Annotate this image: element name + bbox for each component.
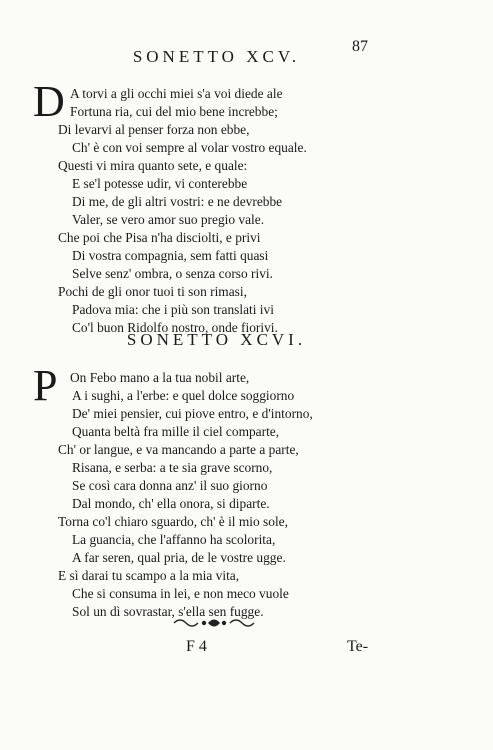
verse-line: Fortuna ria, cui del mio bene increbbe; bbox=[70, 104, 278, 119]
verse-line: Sol un dì sovrastar, s'ella sen fugge. bbox=[72, 604, 264, 619]
verse-line: Valer, se vero amor suo pregio vale. bbox=[72, 212, 265, 227]
sonnet-title: SONETTO XCVI. bbox=[126, 330, 307, 349]
verse-line: Risana, e serba: a te sia grave scorno, bbox=[72, 460, 273, 475]
sonnet-title: SONETTO XCV. bbox=[132, 47, 301, 66]
verse-line: On Febo mano a la tua nobil arte, bbox=[70, 370, 250, 385]
verse-line: Che poi che Pisa n'ha disciolti, e privi bbox=[58, 230, 261, 245]
verse-line: A far seren, qual pria, de le vostre ugge. bbox=[72, 550, 286, 565]
verse-line: A torvi a gli occhi miei s'a voi diede ale bbox=[70, 86, 283, 101]
verse-line: Questi vi mira quanto sete, e quale: bbox=[58, 158, 248, 173]
verse-line: Co'l buon Ridolfo nostro, onde fiorivi. bbox=[72, 320, 278, 335]
verse-line: Torna co'l chiaro sguardo, ch' è il mio sole, bbox=[58, 514, 288, 529]
drop-cap: P bbox=[33, 361, 58, 410]
verse-line: Quanta beltà fra mille il ciel comparte, bbox=[72, 424, 280, 439]
verse-line: Ch' è con voi sempre al volar vostro equale. bbox=[72, 140, 307, 155]
verse-line: De' miei pensier, cui piove entro, e d'intorno, bbox=[72, 406, 313, 421]
verse-line: Pochi de gli onor tuoi ti son rimasi, bbox=[58, 284, 247, 299]
verse-line: Che si consuma in lei, e non meco vuole bbox=[72, 586, 289, 601]
drop-cap: D bbox=[33, 77, 65, 126]
verse-line: Di me, de gli altri vostri: e ne devrebbe bbox=[72, 194, 283, 209]
ornament-icon bbox=[172, 616, 256, 630]
catchword: Te- bbox=[347, 638, 369, 655]
page-number: 87 bbox=[352, 38, 368, 55]
verse-line: Padova mia: che i più son translati ivi bbox=[72, 302, 274, 317]
verse-line: Di vostra compagnia, sem fatti quasi bbox=[72, 248, 269, 263]
verse-line: E sì darai tu scampo a la mia vita, bbox=[58, 568, 240, 583]
signature-mark: F 4 bbox=[186, 638, 207, 655]
verse-line: Selve senz' ombra, o senza corso rivi. bbox=[72, 266, 273, 281]
verse-line: A i sughi, a l'erbe: e quel dolce soggiorno bbox=[72, 388, 295, 403]
verse-line: E se'l potesse udir, vi conterebbe bbox=[72, 176, 248, 191]
verse-line: Se così cara donna anz' il suo giorno bbox=[72, 478, 268, 493]
verse-line: La guancia, che l'affanno ha scolorita, bbox=[72, 532, 276, 547]
verse-line: Dal mondo, ch' ella onora, si diparte. bbox=[72, 496, 270, 511]
verse-line: Di levarvi al penser forza non ebbe, bbox=[58, 122, 250, 137]
verse-line: Ch' or langue, e va mancando a parte a parte, bbox=[58, 442, 299, 457]
